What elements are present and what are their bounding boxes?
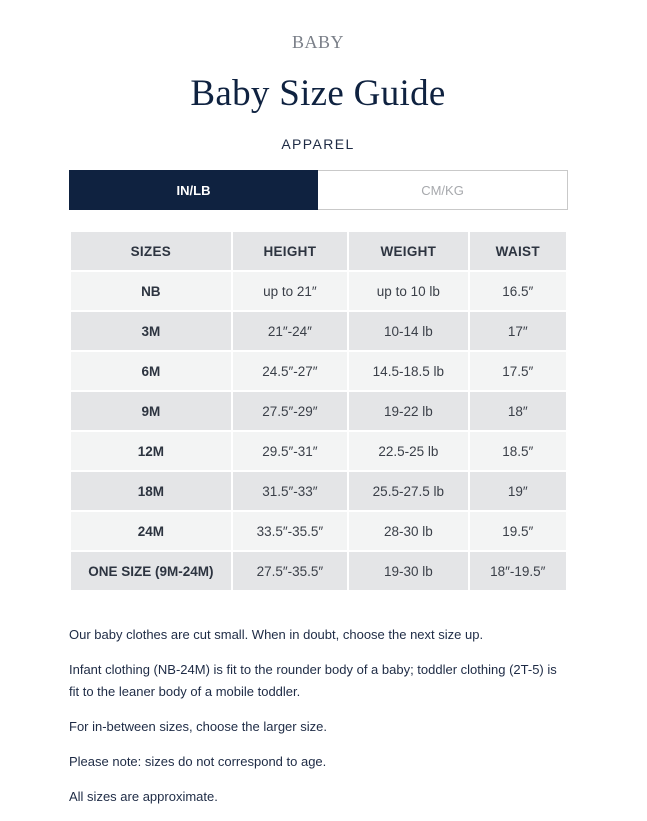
size-notes	[69, 624, 569, 821]
table-row	[71, 352, 566, 390]
weight-cell: 19-22 lb	[349, 392, 467, 430]
height-cell: 21″-24″	[233, 312, 347, 350]
weight-cell: 14.5-18.5 lb	[349, 352, 467, 390]
weight-cell: 10-14 lb	[349, 312, 467, 350]
tab-cm-kg[interactable]: CM/KG	[318, 171, 567, 209]
height-cell: 29.5″-31″	[233, 432, 347, 470]
size-cell: 3M	[71, 312, 231, 350]
table-row	[71, 552, 566, 590]
height-cell: 31.5″-33″	[233, 472, 347, 510]
height-cell: 27.5″-29″	[233, 392, 347, 430]
note-text: All sizes are approximate.	[69, 789, 218, 804]
waist-cell: 16.5″	[470, 272, 566, 310]
waist-cell: 19″	[470, 472, 566, 510]
unit-toggle	[69, 170, 568, 210]
note-text: Infant clothing (NB-24M) is fit to the rounder body of a baby; toddler clothing (2T-5) is fit to the leaner body of a mobile toddler.	[69, 662, 557, 699]
height-cell: 24.5″-27″	[233, 352, 347, 390]
weight-cell: 28-30 lb	[349, 512, 467, 550]
waist-cell: 18″-19.5″	[470, 552, 566, 590]
table-row	[71, 272, 566, 310]
column-header-weight: WEIGHT	[349, 232, 467, 270]
waist-cell: 17″	[470, 312, 566, 350]
size-cell: 12M	[71, 432, 231, 470]
page-title: Baby Size Guide	[190, 73, 446, 114]
size-cell: 24M	[71, 512, 231, 550]
table-row	[71, 432, 566, 470]
waist-cell: 18.5″	[470, 432, 566, 470]
height-cell: up to 21″	[233, 272, 347, 310]
weight-cell: 25.5-27.5 lb	[349, 472, 467, 510]
category-eyebrow: BABY	[291, 32, 344, 52]
note-text: Please note: sizes do not correspond to age.	[69, 754, 327, 769]
page-subtitle: APPAREL	[281, 136, 355, 152]
column-header-height: HEIGHT	[233, 232, 347, 270]
size-cell: 18M	[71, 472, 231, 510]
tab-in-lb[interactable]: IN/LB	[69, 170, 318, 210]
waist-cell: 17.5″	[470, 352, 566, 390]
size-table	[69, 230, 568, 592]
weight-cell: up to 10 lb	[349, 272, 467, 310]
size-cell: NB	[71, 272, 231, 310]
weight-cell: 22.5-25 lb	[349, 432, 467, 470]
column-header-sizes: SIZES	[71, 232, 231, 270]
size-cell: ONE SIZE (9M-24M)	[71, 552, 231, 590]
table-row	[71, 512, 566, 550]
table-row	[71, 312, 566, 350]
height-cell: 27.5″-35.5″	[233, 552, 347, 590]
table-row	[71, 472, 566, 510]
weight-cell: 19-30 lb	[349, 552, 467, 590]
height-cell: 33.5″-35.5″	[233, 512, 347, 550]
note-text: For in-between sizes, choose the larger size.	[69, 719, 327, 734]
table-row	[71, 392, 566, 430]
waist-cell: 19.5″	[470, 512, 566, 550]
waist-cell: 18″	[470, 392, 566, 430]
size-cell: 6M	[71, 352, 231, 390]
size-cell: 9M	[71, 392, 231, 430]
note-text: Our baby clothes are cut small. When in doubt, choose the next size up.	[69, 627, 484, 642]
table-header-row	[71, 232, 566, 270]
column-header-waist: WAIST	[470, 232, 566, 270]
